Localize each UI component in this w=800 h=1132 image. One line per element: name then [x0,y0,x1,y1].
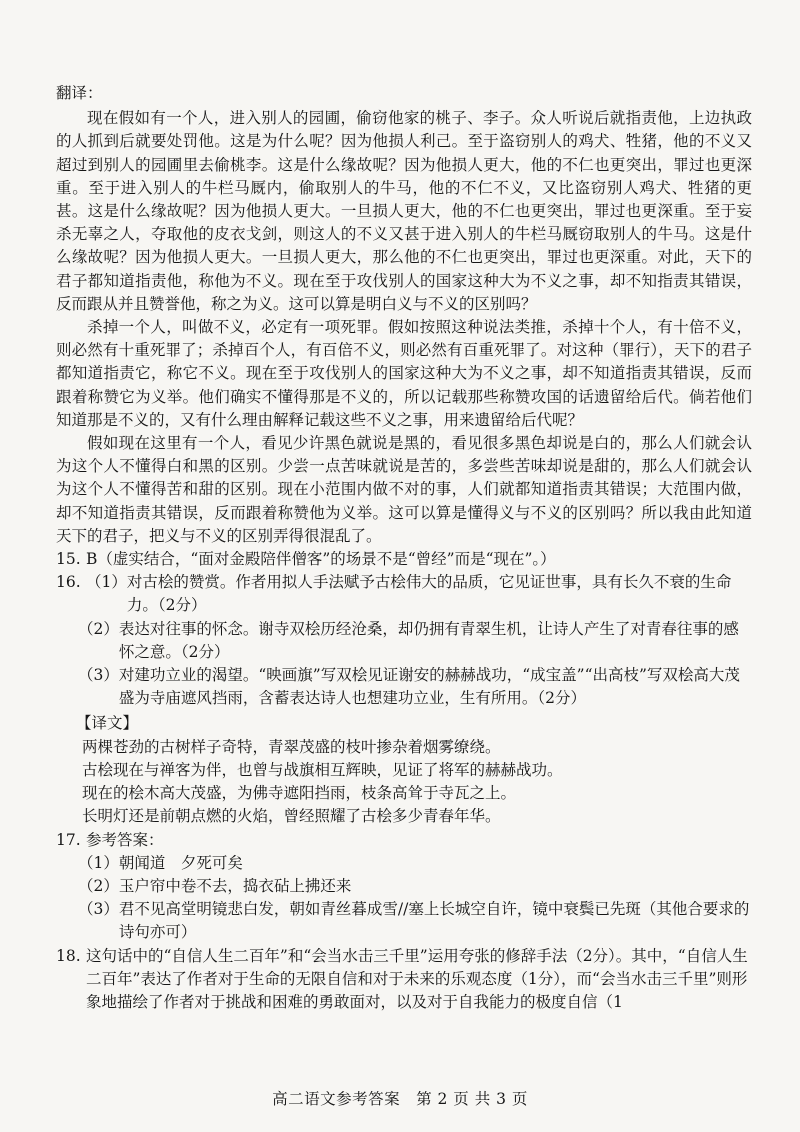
question-16-number: 16. [56,573,81,592]
question-16 [56,571,752,617]
question-16-item-3 [78,664,752,710]
item-text: 表达对往事的怀念。谢寺双桧历经沧桑，却仍拥有青翠生机，让诗人产生了对青春往事的感怀之意。（2分） [118,619,739,661]
item-marker: （2） [78,619,119,638]
item-marker: （1） [86,573,127,592]
question-16-item-2 [78,618,752,664]
yiwen-line-4: 长明灯还是前朝点燃的火焰，曾经照耀了古桧多少青春年华。 [82,807,501,826]
item-text: 君不见高堂明镜悲白发，朝如青丝暮成雪//塞上长城空自许，镜中衰鬓已先斑（其他合要求的诗句亦可） [118,900,750,942]
item-text: 对古桧的赞赏。作者用拟人手法赋予古桧伟大的品质，它见证世事，具有长久不衰的生命力。（2分） [126,573,732,615]
question-15 [56,548,752,571]
yiwen-line-2: 古桧现在与禅客为伴，也曾与战旗相互辉映，见证了将军的赫赫战功。 [82,760,563,779]
item-marker: （1） [78,853,119,872]
item-text: 朝闻道 夕死可矣 [118,853,243,872]
question-18 [56,945,752,1015]
translation-paragraph-3: 假如现在这里有一个人，看见少许黑色就说是黑的，看见很多黑色却说是白的，那么人们就会认为这个人不懂得白和黑的区别。少尝一点苦味就说是苦的，多尝些苦味却说是甜的，那么人们就会认为这个人不懂得苦和甜的区别。现在小范围内做不对的事，人们就都知道指责其错误；大范围内做，却不知道指责其错误，反而跟着称赞他为义举。这可以算是懂得义与不义的区别吗？所以我由此知道天下的君子，把义与不义的区别弄得很混乱了。 [56,434,752,545]
translation-paragraph-2: 杀掉一个人，叫做不义，必定有一项死罪。假如按照这种说法类推，杀掉十个人，有十倍不义，则必然有十重死罪了；杀掉百个人，有百倍不义，则必然有百重死罪了。对这种（罪行），天下的君子都知道指责它，称它不义。现在至于攻伐别人的国家这种大为不义之事，却不知道指责其错误，反而跟着称赞它为义举。他们确实不懂得那是不义的，所以记载那些称赞攻国的话遗留给后代。倘若他们知道那是不义的，又有什么理由解释记载这些不义之事，用来遗留给后代呢？ [56,318,752,429]
item-marker: （3） [78,666,119,685]
question-15-answer: B（虚实结合，“面对金殿陪伴僧客”的场景不是“曾经”而是“现在”。） [86,550,556,569]
yiwen-line-1: 两棵苍劲的古树样子奇特，青翠茂盛的枝叶掺杂着烟雾缭绕。 [82,737,501,756]
item-marker: （3） [78,900,119,919]
yiwen-title: 【译文】 [76,714,139,733]
page-footer: 高二语文参考答案 第 2 页 共 3 页 [272,1090,528,1108]
question-17-title: 参考答案： [86,830,164,849]
question-18-answer: 这句话中的“自信人生二百年”和“会当水击三千里”运用夸张的修辞手法（2分）。其中，“自信人生二百年”表达了作者对于生命的无限自信和对于未来的乐观态度（1分），而“会当水击三千里”则形象地描绘了作者对于挑战和困难的勇敢面对，以及对于自我能力的极度自信（1 [86,946,748,1011]
question-17-item-3 [78,898,752,944]
question-16-body [86,571,752,617]
translation-heading: 翻译： [56,84,103,102]
yiwen-line-3: 现在的桧木高大茂盛，为佛寺遮阳挡雨，枝条高耸于寺瓦之上。 [82,784,517,803]
translation-section [56,82,752,548]
yiwen-lines [56,736,752,829]
question-17-item-1 [78,852,752,875]
question-16-item-1 [86,571,752,617]
question-17-item-2 [78,875,752,898]
question-15-number: 15. [56,550,81,569]
item-text: 对建功立业的渴望。“映画旗”写双桧见证谢安的赫赫战功，“成宝盖”“出高枝”写双桧高大茂盛为寺庙遮风挡雨，含蓄表达诗人也想建功立业，生有所用。（2分） [118,666,740,708]
item-text: 玉户帘中卷不去，捣衣砧上拂还来 [118,876,352,895]
question-18-number: 18. [56,946,81,965]
question-17 [56,829,752,852]
question-17-answers [56,852,752,945]
question-17-number: 17. [56,830,81,849]
translation-paragraph-1: 现在假如有一个人，进入别人的园圃，偷窃他家的桃子、李子。众人听说后就指责他，上边执政的人抓到后就要处罚他。这是为什么呢？因为他损人利己。至于盗窃别人的鸡犬、牲猪，他的不义又超过到别人的园圃里去偷桃李。这是什么缘故呢？因为他损人更大，他的不仁也更突出，罪过也更深重。至于进入别人的牛栏马厩内，偷取别人的牛马，他的不仁不义，又比盗窃别人鸡犬、牲猪的更甚。这是什么缘故呢？因为他损人更大。一旦损人更大，他的不仁也更突出，罪过也更深重。至于妄杀无辜之人，夺取他的皮衣戈剑，则这人的不义又甚于进入别人的牛栏马厩窃取别人的牛马。这是什么缘故呢？因为他损人更大。一旦损人更大，那么他的不仁也更突出，罪过也更深重。对此，天下的君子都知道指责他，称他为不义。现在至于攻伐别人的国家这种大为不义之事，却不知指责其错误，反而跟从并且赞誉他，称之为义。这可以算是明白义与不义的区别吗？ [56,109,752,313]
item-marker: （2） [78,876,119,895]
